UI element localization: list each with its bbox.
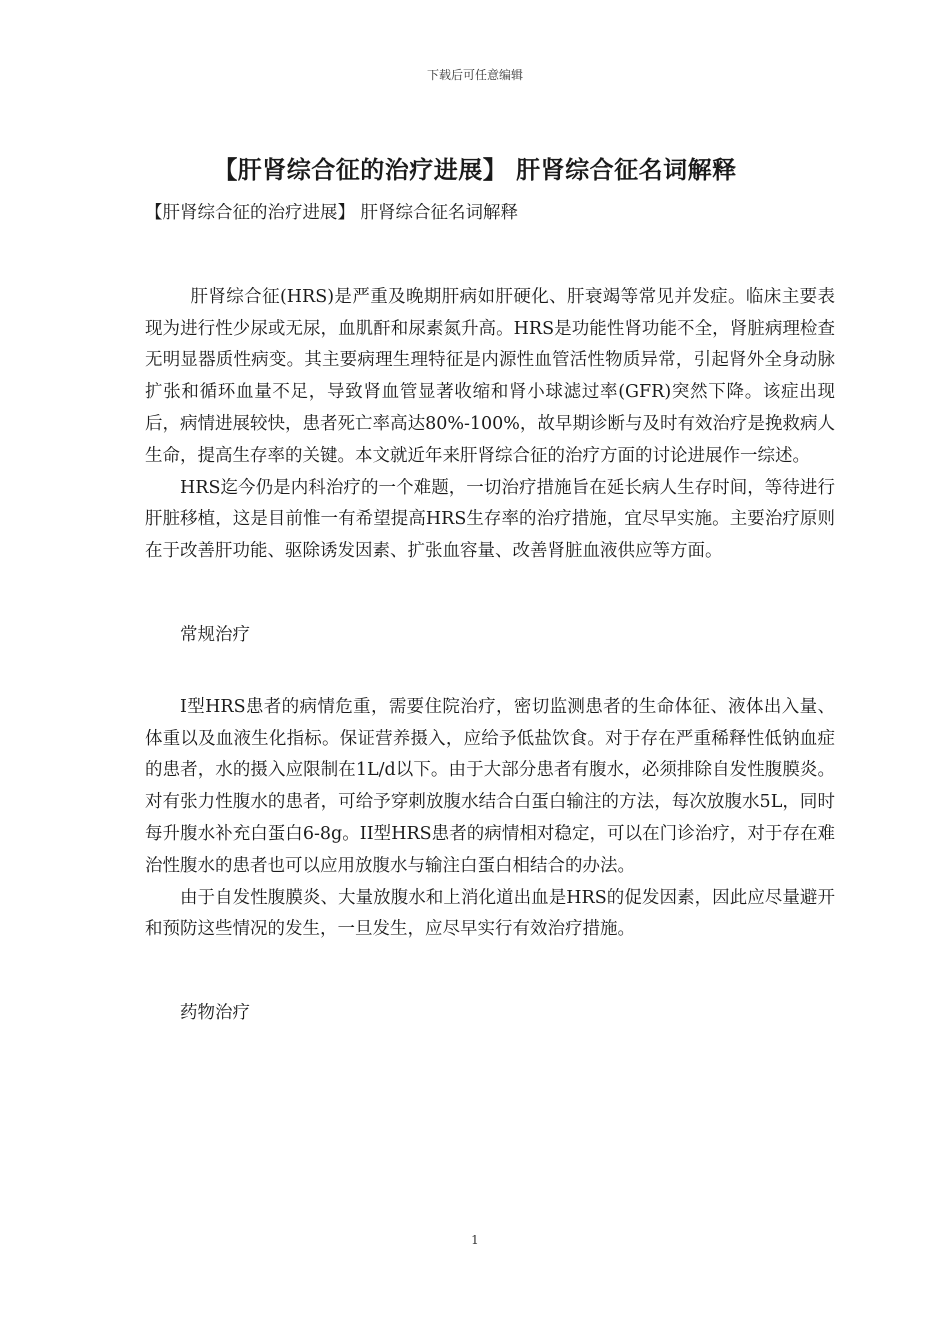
header-note: 下载后可任意编辑 — [426, 68, 523, 82]
document-subtitle: 【肝肾综合征的治疗进展】 肝肾综合征名词解释 — [145, 203, 519, 223]
spacer — [145, 652, 835, 692]
spacer — [145, 568, 835, 620]
spacer — [145, 230, 835, 282]
page-number: 1 — [471, 1233, 479, 1247]
document-body — [145, 198, 835, 1030]
section-heading-drug-treatment: 药物治疗 — [180, 1003, 250, 1024]
spacer — [145, 946, 835, 998]
treatment-principles-paragraph: HRS迄今仍是内科治疗的一个难题，一切治疗措施旨在延长病人生存时间，等待进行肝脏移植，这是目前惟一有希望提高HRS生存率的治疗措施，宜尽早实施。主要治疗原则在于改善肝功能、驱除诱发因素、扩张血容量、改善肾脏血液供应等方面。 — [145, 477, 835, 562]
document-title: 【肝肾综合征的治疗进展】 肝肾综合征名词解释 — [213, 156, 737, 184]
section-heading-conventional-treatment: 常规治疗 — [180, 624, 250, 645]
intro-paragraph: 肝肾综合征(HRS)是严重及晚期肝病如肝硬化、肝衰竭等常见并发症。临床主要表现为进行性少尿或无尿，血肌酐和尿素氮升高。HRS是功能性肾功能不全，肾脏病理检查无明显器质性病变。其主要病理生理特征是内源性血管活性物质异常，引起肾外全身动脉扩张和循环血量不足，导致肾血管显著收缩和肾小球滤过率(GFR)突然下降。该症出现后，病情进展较快，患者死亡率高达80%-100%，故早期诊断与及时有效治疗是挽救病人生命，提高生存率的关键。本文就近年来肝肾综合征的治疗方面的讨论进展作一综述。 — [145, 286, 835, 466]
precipitating-factors-paragraph: 由于自发性腹膜炎、大量放腹水和上消化道出血是HRS的促发因素，因此应尽量避开和预防这些情况的发生，一旦发生，应尽早实行有效治疗措施。 — [145, 887, 835, 940]
conventional-treatment-paragraph: I型HRS患者的病情危重，需要住院治疗，密切监测患者的生命体征、液体出入量、体重以及血液生化指标。保证营养摄入，应给予低盐饮食。对于存在严重稀释性低钠血症的患者，水的摄入应限制在1L/d以下。由于大部分患者有腹水，必须排除自发性腹膜炎。对有张力性腹水的患者，可给予穿刺放腹水结合白蛋白输注的方法，每次放腹水5L，同时每升腹水补充白蛋白6-8g。II型HRS患者的病情相对稳定，可以在门诊治疗，对于存在难治性腹水的患者也可以应用放腹水与输注白蛋白相结合的办法。 — [145, 696, 835, 876]
